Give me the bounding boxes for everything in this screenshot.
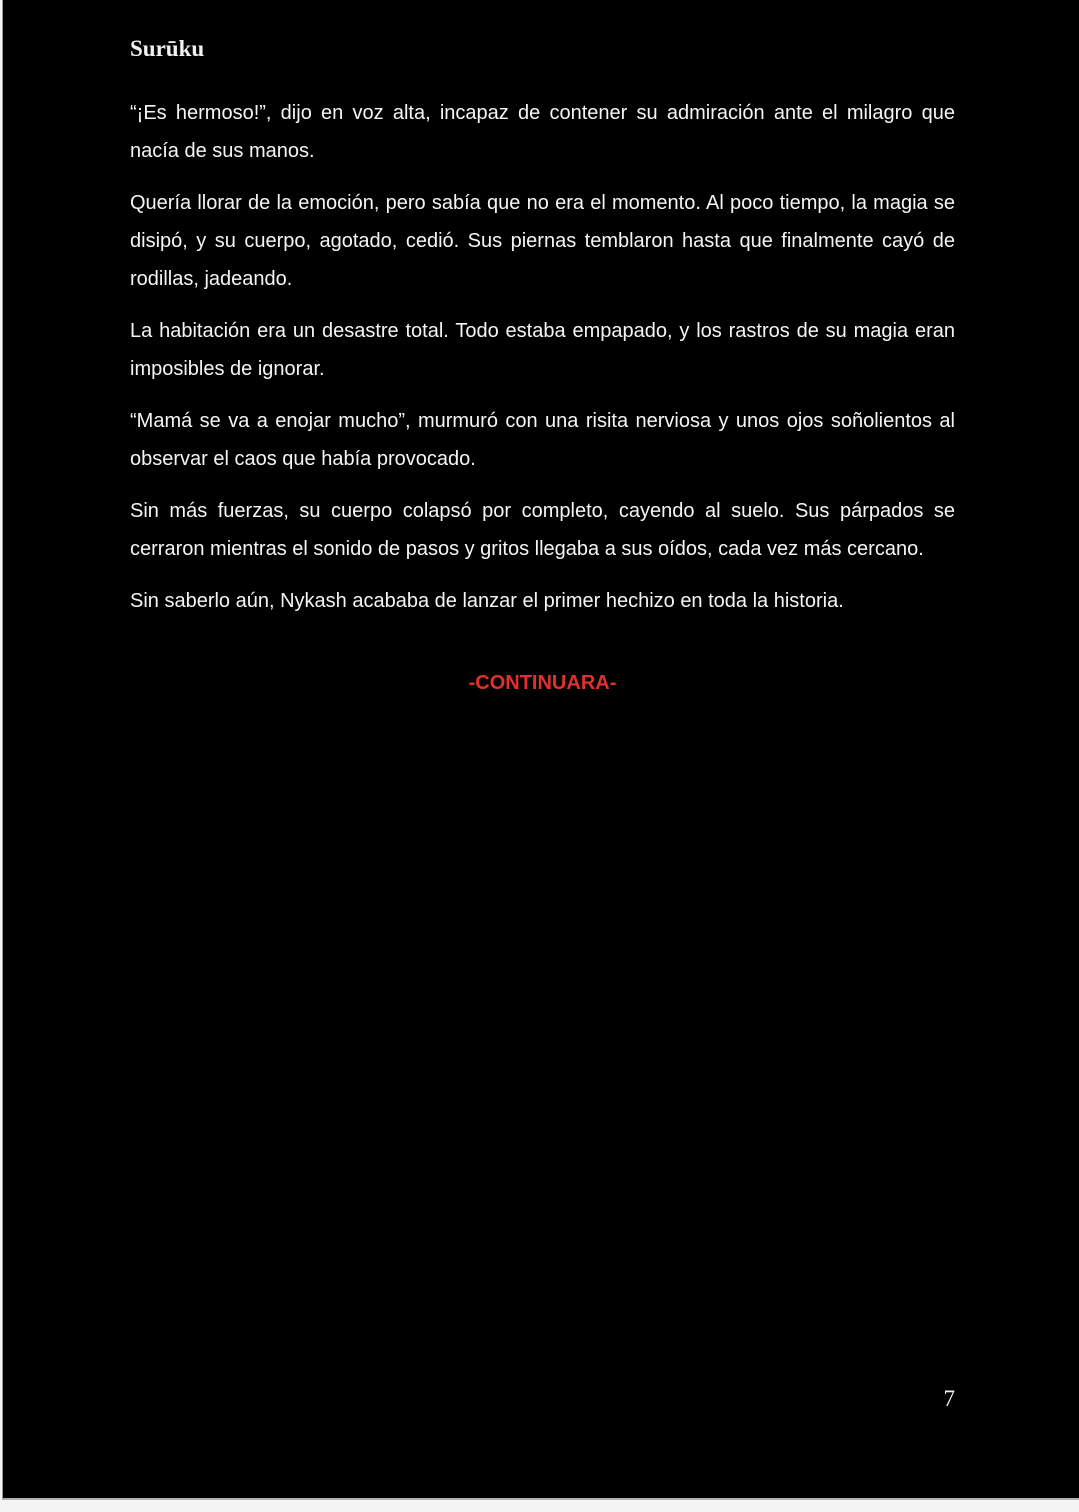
running-header-title: Surūku xyxy=(130,36,205,61)
paragraph: Quería llorar de la emoción, pero sabía que no era el momento. Al poco tiempo, la magia se disipó, y su cuerpo, agotado, cedió. Sus piernas temblaron hasta que finalmente cayó de rodillas, jadeando. xyxy=(130,192,955,290)
document-page xyxy=(2,0,1079,1500)
to-be-continued-label: -CONTINUARA- xyxy=(468,672,617,694)
paragraph: “¡Es hermoso!”, dijo en voz alta, incapaz de contener su admiración ante el milagro que nacía de sus manos. xyxy=(130,102,955,162)
page-number: 7 xyxy=(943,1386,955,1411)
body-text xyxy=(130,94,955,634)
paragraph: Sin más fuerzas, su cuerpo colapsó por completo, cayendo al suelo. Sus párpados se cerraron mientras el sonido de pasos y gritos llegaba a sus oídos, cada vez más cercano. xyxy=(130,500,955,560)
paragraph: “Mamá se va a enojar mucho”, murmuró con una risita nerviosa y unos ojos soñolientos al observar el caos que había provocado. xyxy=(130,410,955,470)
paragraph: La habitación era un desastre total. Todo estaba empapado, y los rastros de su magia eran imposibles de ignorar. xyxy=(130,320,955,380)
paragraph: Sin saberlo aún, Nykash acababa de lanzar el primer hechizo en toda la historia. xyxy=(130,590,844,612)
